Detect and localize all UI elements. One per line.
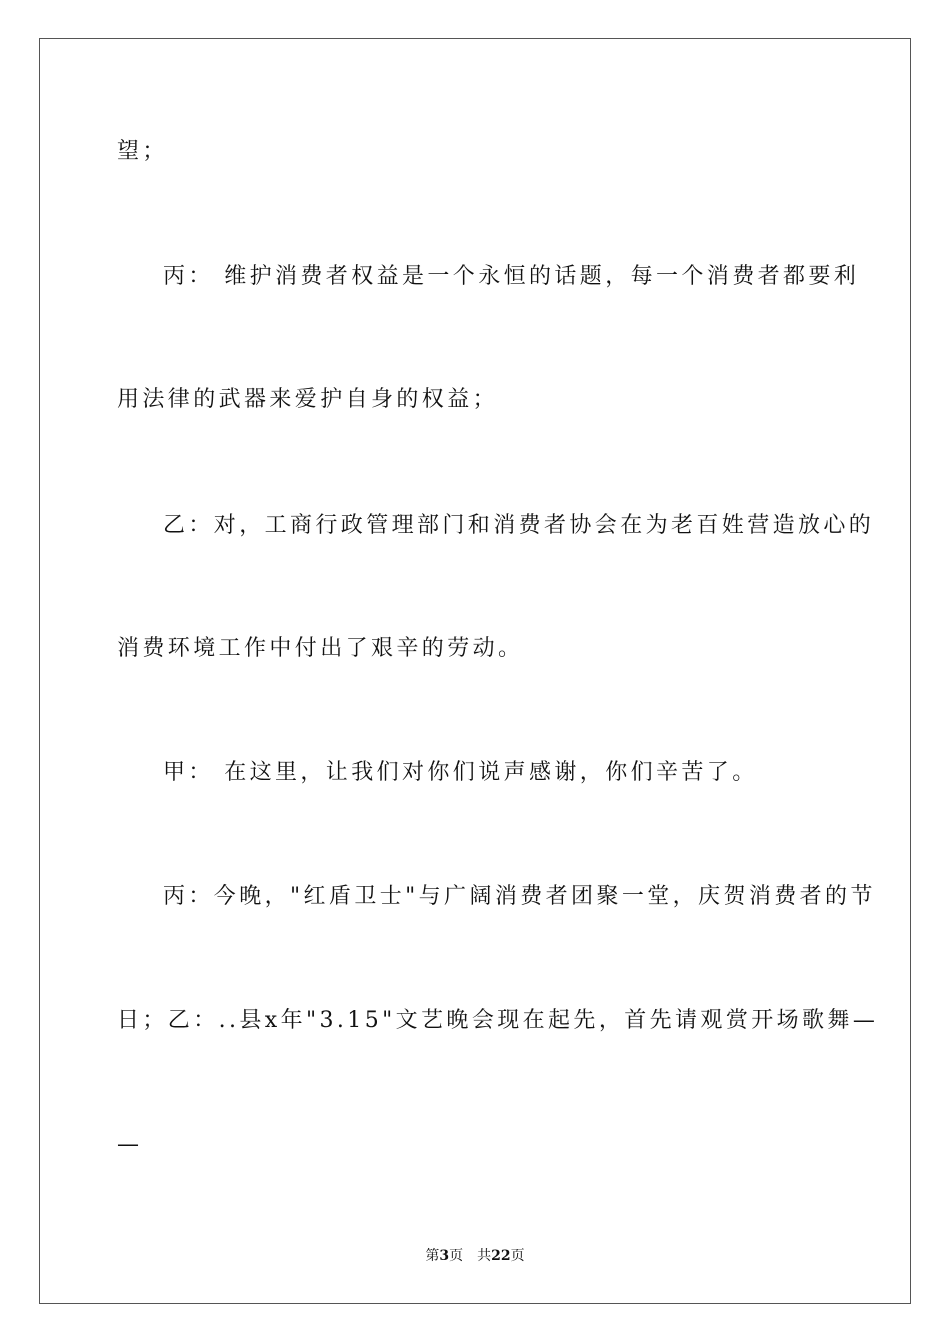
page-footer [0, 1247, 950, 1265]
text-line-8: 日；乙：..县x年"3.15"文艺晚会现在起先，首先请观赏开场歌舞— [117, 1008, 879, 1033]
text-line-3: 用法律的武器来爱护自身的权益； [117, 387, 499, 412]
footer-total-pages: 22 [491, 1248, 511, 1264]
footer-total-suffix: 页 [510, 1248, 525, 1264]
text-line-6: 甲： 在这里，让我们对你们说声感谢，你们辛苦了。 [163, 760, 758, 785]
text-line-4: 乙：对，工商行政管理部门和消费者协会在为老百姓营造放心的 [163, 513, 875, 538]
text-line-5: 消费环境工作中付出了艰辛的劳动。 [117, 636, 524, 661]
footer-page-number: 3 [439, 1248, 450, 1264]
footer-page-prefix: 第 [425, 1248, 440, 1264]
text-line-2: 丙： 维护消费者权益是一个永恒的话题，每一个消费者都要利 [163, 264, 860, 289]
text-line-7: 丙：今晚，"红盾卫士"与广阔消费者团聚一堂，庆贺消费者的节 [163, 884, 876, 909]
footer-total-prefix: 共 [477, 1248, 492, 1264]
text-line-9: — [117, 1132, 143, 1157]
text-line-1: 望； [117, 139, 168, 164]
footer-page-suffix: 页 [449, 1248, 464, 1264]
page-border [39, 38, 911, 1304]
